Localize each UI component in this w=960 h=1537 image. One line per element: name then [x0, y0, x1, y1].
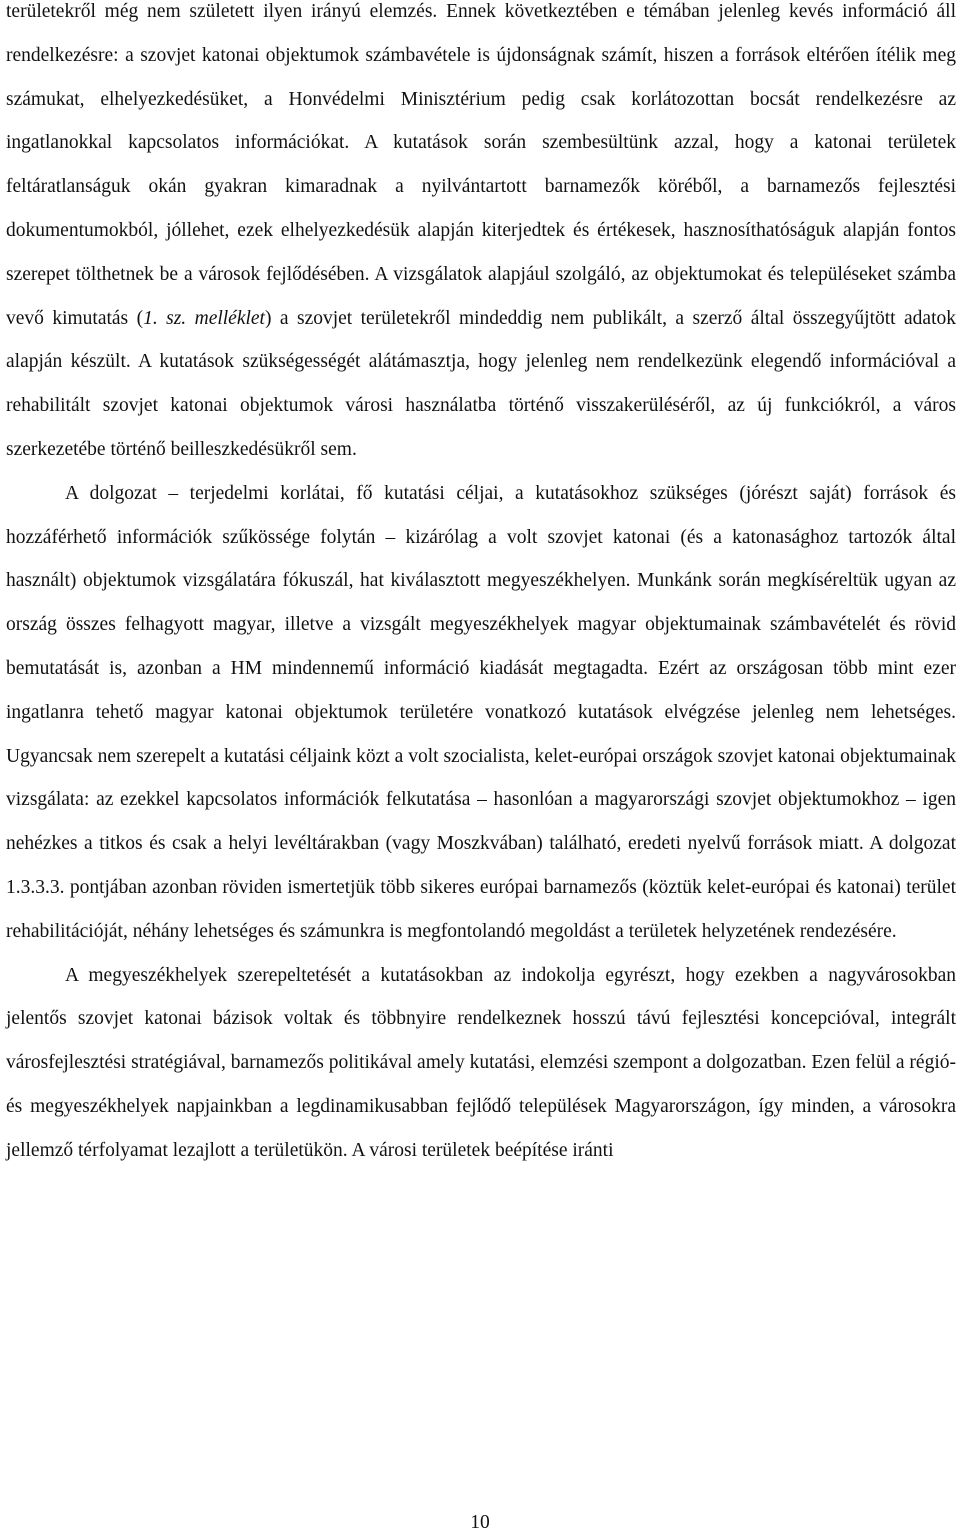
paragraph-2: [6, 472, 956, 954]
page-number: 10: [470, 1512, 490, 1533]
paragraph-3-text: A megyeszékhelyek szerepeltetését a kutatásokban az indokolja egyrészt, hogy ezekben a nagyvárosokban jelentős szovjet katonai bázisok voltak és többnyire rendelkeznek hosszú távú fejlesztési koncepcióval, integrált városfejlesztési stratégiával, barnamezős politikával amely kutatási, elemzési szempont a dolgozatban. Ezen felül a régió- és megyeszékhelyek napjainkban a legdinamikusabban fejlődő települések Magyarországon, így minden, a városokra jellemző térfolyamat lezajlott a területükön. A városi területek beépítése iránti: [6, 964, 956, 1161]
document-page: [6, 0, 956, 1173]
paragraph-2-text: A dolgozat – terjedelmi korlátai, fő kutatási céljai, a kutatásokhoz szükséges (jórészt saját) források és hozzáférhető információk szűkössége folytán – kizárólag a volt szovjet katonai (és a katonasághoz tartozók által használt) objektumok vizsgálatára fókuszál, hat kiválasztott megyeszékhelyen. Munkánk során megkíséreltük ugyan az ország összes felhagyott magyar, illetve a vizsgált megyeszékhelyek magyar objektumainak számbavételét és rövid bemutatását is, azonban a HM mindennemű információ kiadását megtagadta. Ezért az országosan több mint ezer ingatlanra tehető magyar katonai objektumok területére vonatkozó kutatások elvégzése jelenleg nem lehetséges. Ugyancsak nem szerepelt a kutatási céljaink közt a volt szocialista, kelet-európai országok szovjet katonai objektumainak vizsgálata: az ezekkel kapcsolatos információk felkutatása – hasonlóan a magyarországi szovjet objektumokhoz – igen nehézkes a titkos és csak a helyi levéltárakban (vagy Moszkvában) található, eredeti nyelvű források miatt. A dolgozat 1.3.3.3. pontjában azonban röviden ismertetjük több sikeres európai barnamezős (köztük kelet-európai és katonai) terület rehabilitációját, néhány lehetséges és számunkra is megfontolandó megoldást a területek helyzetének rendezésére.: [6, 482, 956, 942]
paragraph-1: [6, 0, 956, 472]
paragraph-1-text-a: területekről még nem született ilyen irányú elemzés. Ennek következtében e témában jelenleg kevés információ áll rendelkezésre: a szovjet katonai objektumok számbavétele is újdonságnak számít, hiszen a források eltérően ítélik meg számukat, elhelyezkedésüket, a Honvédelmi Minisztérium pedig csak korlátozottan bocsát rendelkezésre az ingatlanokkal kapcsolatos információkat. A kutatások során szembesültünk azzal, hogy a katonai területek feltáratlanságuk okán gyakran kimaradnak a nyilvántartott barnamezők köréből, a barnamezős fejlesztési dokumentumokból, jóllehet, ezek elhelyezkedésük alapján kiterjedtek és értékesek, hasznosíthatóságuk alapján fontos szerepet tölthetnek be a városok fejlődésében. A vizsgálatok alapjául szolgáló, az objektumokat és településeket számba vevő kimutatás (: [6, 1, 956, 329]
paragraph-1-italic-ref: 1. sz. melléklet: [143, 307, 265, 329]
paragraph-3: [6, 954, 956, 1173]
paragraph-1-text-b: ) a szovjet területekről mindeddig nem publikált, a szerző által összegyűjtött adatok alapján készült. A kutatások szükségességét alátámasztja, hogy jelenleg nem rendelkezünk elegendő információval a rehabilitált szovjet katonai objektumok városi használatba történő visszakerüléséről, az új funkciókról, a város szerkezetébe történő beilleszkedésükről sem.: [6, 307, 956, 460]
